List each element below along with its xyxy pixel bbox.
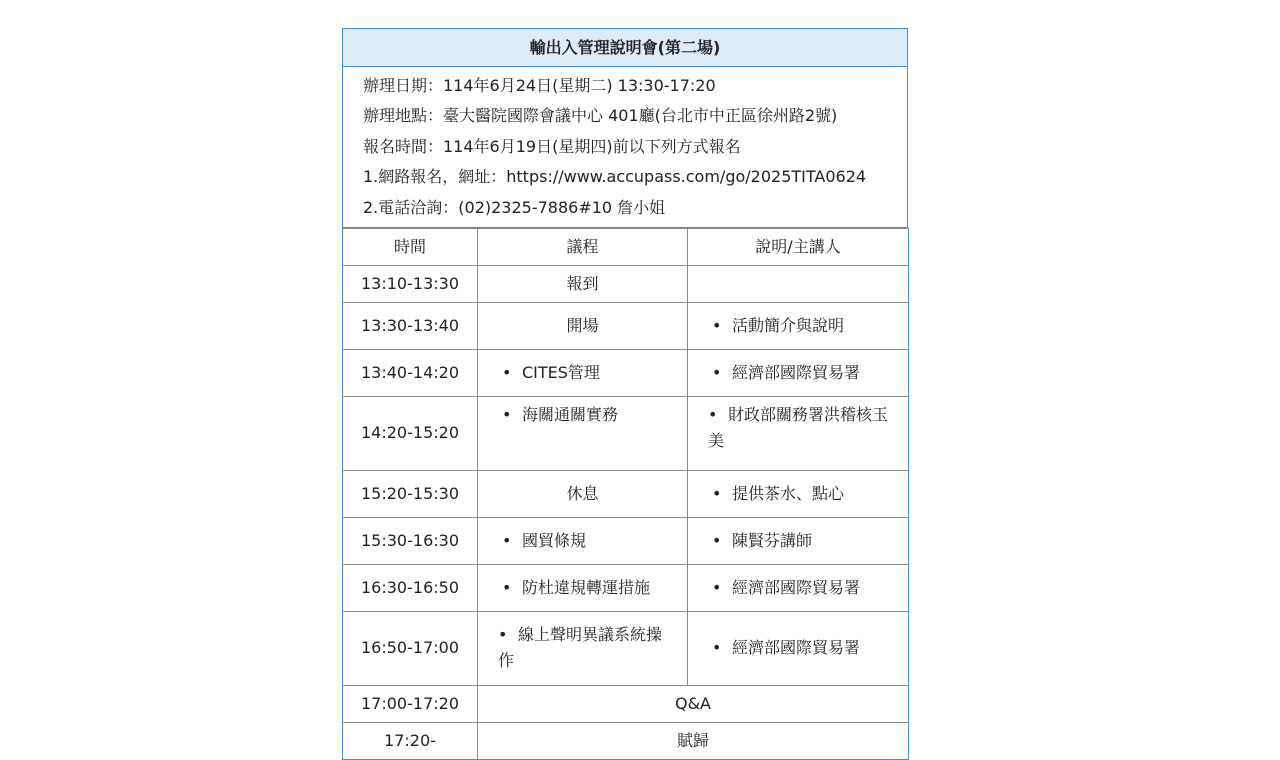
- bullet-icon: •: [708, 404, 718, 424]
- agenda-text: 防杜違規轉運措施: [522, 577, 651, 597]
- agenda-cell: 賦歸: [478, 722, 909, 759]
- info-online-registration: 1.網路報名，網址：https://www.accupass.com/go/2025TITA0624: [363, 167, 867, 187]
- time-cell: 15:30-16:30: [343, 517, 478, 564]
- header-time: 時間: [343, 228, 478, 265]
- bullet-icon: •: [502, 362, 512, 382]
- agenda-cell: 報到: [478, 265, 688, 302]
- time-cell: 15:20-15:30: [343, 470, 478, 517]
- table-row: [343, 685, 909, 722]
- table-row: [343, 611, 909, 685]
- bullet-icon: •: [502, 577, 512, 597]
- description-cell: [688, 470, 909, 517]
- agenda-cell: Q&A: [478, 685, 909, 722]
- description-text: 經濟部國際貿易署: [732, 638, 861, 658]
- agenda-text: 線上聲明異議系統操作: [498, 625, 663, 671]
- agenda-text: CITES管理: [522, 362, 600, 382]
- table-row: [343, 302, 909, 349]
- description-cell: [688, 302, 909, 349]
- agenda-text: 海關通關實務: [522, 404, 619, 424]
- description-cell: [688, 265, 909, 302]
- table-row: [343, 517, 909, 564]
- agenda-cell: 開場: [478, 302, 688, 349]
- bullet-icon: •: [498, 625, 508, 645]
- description-text: 活動簡介與說明: [732, 315, 845, 335]
- description-text: 經濟部國際貿易署: [732, 362, 861, 382]
- event-title: 輸出入管理說明會(第二場): [343, 29, 908, 67]
- time-cell: 13:40-14:20: [343, 349, 478, 396]
- time-cell: 16:50-17:00: [343, 611, 478, 685]
- description-text: 財政部關務署洪稽核玉美: [708, 404, 889, 450]
- header-agenda: 議程: [478, 228, 688, 265]
- event-info: [343, 67, 908, 228]
- bullet-icon: •: [712, 315, 722, 335]
- agenda-text: 國貿條規: [522, 530, 587, 550]
- table-row: [343, 396, 909, 470]
- info-venue: 辦理地點：臺大醫院國際會議中心 401廳(台北市中正區徐州路2號): [363, 106, 838, 126]
- table-row: [343, 265, 909, 302]
- bullet-icon: •: [712, 362, 722, 382]
- description-text: 提供茶水、點心: [732, 483, 845, 503]
- bullet-icon: •: [712, 483, 722, 503]
- table-row: [343, 470, 909, 517]
- time-cell: 13:10-13:30: [343, 265, 478, 302]
- info-phone-inquiry: 2.電話洽詢：(02)2325-7886#10 詹小姐: [363, 197, 666, 217]
- event-schedule-sheet: [342, 28, 908, 760]
- table-row: [343, 349, 909, 396]
- agenda-cell: [478, 349, 688, 396]
- info-registration-deadline: 報名時間：114年6月19日(星期四)前以下列方式報名: [363, 136, 741, 156]
- time-cell: 14:20-15:20: [343, 396, 478, 470]
- description-text: 經濟部國際貿易署: [732, 577, 861, 597]
- bullet-icon: •: [502, 404, 512, 424]
- title-table: [342, 28, 908, 228]
- description-text: 陳賢芬講師: [732, 530, 813, 550]
- table-row: [343, 564, 909, 611]
- description-cell: [688, 396, 909, 470]
- bullet-icon: •: [502, 530, 512, 550]
- agenda-cell: [478, 517, 688, 564]
- agenda-cell: [478, 564, 688, 611]
- agenda-cell: [478, 396, 688, 470]
- agenda-cell: 休息: [478, 470, 688, 517]
- header-row: [343, 228, 909, 265]
- bullet-icon: •: [712, 530, 722, 550]
- agenda-table: [342, 228, 909, 760]
- time-cell: 13:30-13:40: [343, 302, 478, 349]
- description-cell: [688, 349, 909, 396]
- bullet-icon: •: [712, 577, 722, 597]
- description-cell: [688, 611, 909, 685]
- info-date: 辦理日期：114年6月24日(星期二) 13:30-17:20: [363, 76, 716, 95]
- description-cell: [688, 517, 909, 564]
- agenda-cell: [478, 611, 688, 685]
- bullet-icon: •: [712, 638, 722, 658]
- time-cell: 17:00-17:20: [343, 685, 478, 722]
- time-cell: 16:30-16:50: [343, 564, 478, 611]
- header-description: 說明/主講人: [688, 228, 909, 265]
- description-cell: [688, 564, 909, 611]
- table-row: [343, 722, 909, 759]
- time-cell: 17:20-: [343, 722, 478, 759]
